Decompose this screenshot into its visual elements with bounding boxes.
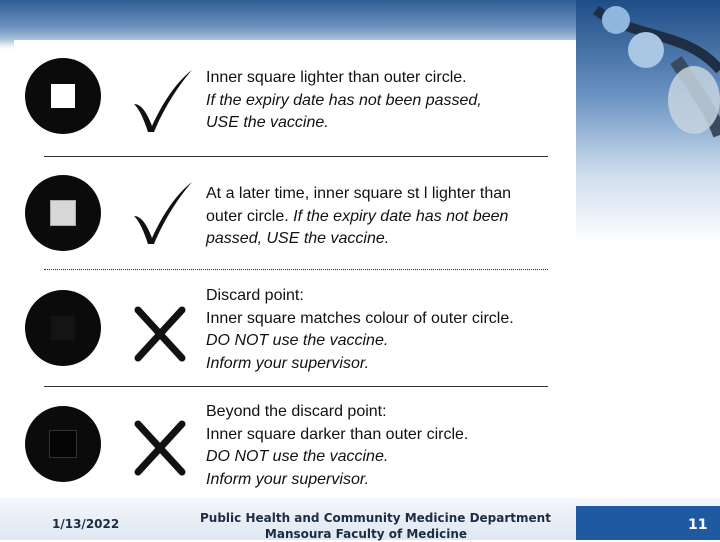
row-4-text: Beyond the discard point: Inner square darker than outer circle. DO NOT use the vaccine. Inform your supervisor.: [206, 403, 469, 488]
separator: [44, 269, 548, 270]
inner-square: [50, 200, 76, 226]
separator: [44, 386, 548, 387]
cross-icon: [134, 420, 186, 476]
footer-date: 1/13/2022: [52, 517, 120, 531]
inner-square: [51, 84, 75, 108]
separator: [44, 156, 548, 157]
page-number: 11: [688, 517, 708, 533]
inner-square: [49, 430, 77, 458]
check-icon: [130, 68, 194, 134]
cross-icon: [134, 306, 186, 362]
row-2-text: At a later time, inner square st l lighter than outer circle. If the expiry date has not been passed, USE the vaccine.: [206, 185, 512, 247]
stethoscope-decoration: [576, 0, 720, 540]
footer-department: [200, 510, 551, 542]
vaccine-vial-monitor-chart: [14, 40, 576, 498]
row-1-text: Inner square lighter than outer circle. If the expiry date has not been passed, USE the vaccine.: [206, 69, 482, 131]
vvm-disc-stage-1: [25, 58, 101, 134]
vvm-disc-stage-4: [25, 406, 101, 482]
row-3-text: Discard point: Inner square matches colour of outer circle. DO NOT use the vaccine. Inform your supervisor.: [206, 287, 514, 372]
stethoscope-icon: [576, 0, 720, 540]
footer-dept-line-1: Public Health and Community Medicine Department: [200, 511, 551, 525]
check-icon: [130, 180, 194, 246]
footer-dept-line-2: Mansoura Faculty of Medicine: [264, 527, 468, 541]
vvm-disc-stage-2: [25, 175, 101, 251]
vvm-disc-stage-3: [25, 290, 101, 366]
inner-square: [51, 316, 75, 340]
